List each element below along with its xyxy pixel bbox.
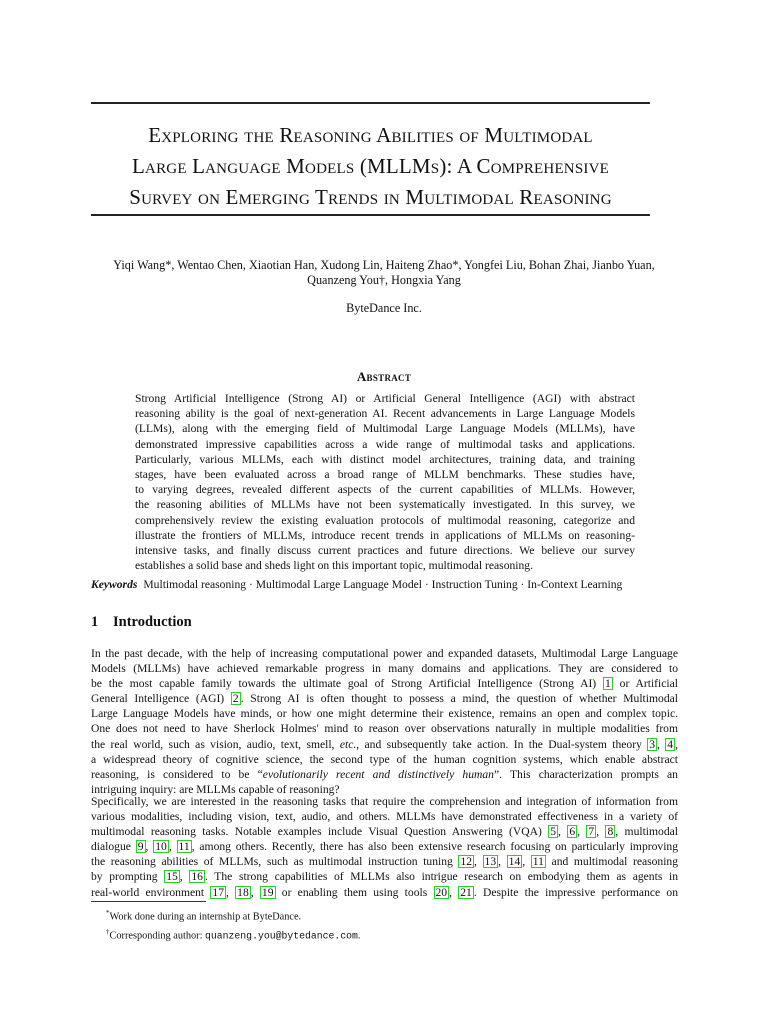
text-segment: ,	[675, 737, 678, 751]
footnote	[106, 906, 360, 925]
footnote-text: .	[357, 930, 361, 942]
text-line	[91, 767, 678, 782]
section-title: Introduction	[113, 614, 192, 630]
title-bottom-rule	[91, 214, 650, 216]
abstract-line: comprehensively review the existing evaluation protocols of multimodal reasoning, categorize and	[135, 513, 635, 527]
text-segment: General Intelligence (AGI)	[91, 692, 225, 706]
text-segment: real-world environment	[91, 885, 205, 899]
text-segment: by prompting	[91, 870, 158, 884]
text-line: the real world, such as vision, audio, text, smell, etc., and subsequently take action. In the Dual-system theory 3 , 4 ,	[91, 737, 678, 751]
text-segment: and multimodal reasoning	[551, 855, 679, 869]
citation-link[interactable]: 10	[155, 840, 167, 854]
abstract-line: demonstrated impressive capabilities across a wide range of multimodal tasks and applications.	[135, 437, 635, 451]
text-line	[91, 676, 678, 691]
abstract-line: to varying degrees, revealed different aspects of the current capabilities of MLLMs. However,	[135, 483, 635, 497]
text-segment: the real world, such as vision, audio, text, smell,	[91, 737, 335, 751]
abstract-line: illustrate the frontiers of MLLMs, introduce recent trends in applications of MLLMs on reasoning-	[135, 528, 635, 542]
citation-link[interactable]: 9	[137, 840, 144, 854]
citation-link[interactable]: 16	[191, 870, 203, 884]
abstract-line: (LLMs), along with the emerging field of Multimodal Large Language Models (MLLMs), have	[135, 422, 635, 436]
abstract-body	[135, 391, 635, 573]
citation-link[interactable]: 3	[649, 737, 656, 751]
italic-text: evolutionarily recent and distinctively human	[262, 767, 494, 781]
intro-paragraph-1	[91, 646, 678, 797]
text-line: dialogue 9 , 10 , 11 , among others. Recently, there has also been extensive research focusing on particularly improving	[91, 840, 679, 854]
abstract-heading: Abstract	[356, 369, 412, 384]
footnote-text: Work done during an internship at ByteDance.	[109, 911, 302, 923]
citation-link[interactable]: 12	[460, 855, 473, 869]
text-segment: multimodal reasoning tasks. Notable examples include Visual Question Answering (VQA)	[91, 825, 542, 839]
text-line: intriguing inquiry: are MLLMs capable of reasoning?	[91, 782, 340, 796]
text-segment: . Despite the impressive performance on	[473, 885, 679, 899]
title-top-rule	[91, 102, 650, 104]
text-segment: be the most capable family towards the ultimate goal of Strong Artificial Intelligence (Strong AI)	[91, 677, 597, 691]
author-list	[80, 258, 688, 288]
text-segment: . The strong capabilities of MLLMs also intrigue research on embodying them as agents in	[204, 870, 678, 884]
citation-link[interactable]: 19	[261, 885, 274, 899]
text-line: the reasoning abilities of MLLMs, such as multimodal instruction tuning 12 , 13 , 14 , 11 and multimodal reasoning	[91, 855, 679, 869]
citation-link[interactable]: 11	[532, 855, 544, 869]
abstract-line: stages, have been evaluated across a broad range of MLLM benchmarks. These studies have,	[135, 468, 635, 482]
title-line: Exploring the Reasoning Abilities of Multimodal	[148, 123, 593, 147]
citation-link[interactable]: 5	[550, 825, 557, 839]
paper-title	[80, 120, 661, 213]
keywords-line	[91, 578, 622, 591]
text-line: One does not need to have Sherlock Holmes' mind to reason over observations naturally in multiple modalities from	[91, 722, 678, 736]
text-line: various modalities, including vision, text, audio, and others. MLLMs have demonstrated effectiveness in a variety of	[91, 810, 678, 824]
footnotes	[106, 906, 360, 944]
citation-link[interactable]: 14	[508, 855, 521, 869]
abstract-line: the reasoning abilities of MLLMs have not been systematically investigated. In this survey, we	[135, 498, 635, 512]
footnote-rule	[91, 901, 206, 902]
text-segment: or enabling them using tools	[281, 885, 428, 899]
title-line: Large Language Models (MLLMs): A Comprehensive	[132, 154, 609, 178]
text-segment: ”. This characterization prompts an	[493, 767, 678, 781]
citation-link[interactable]: 6	[569, 825, 576, 839]
citation-link[interactable]: 8	[607, 825, 614, 839]
text-line: Specifically, we are interested in the reasoning tasks that require the comprehension and integration of information from	[91, 795, 678, 808]
italic-text: etc.	[339, 737, 357, 751]
author-line: Yiqi Wang*, Wentao Chen, Xiaotian Han, Xudong Lin, Haiteng Zhao*, Yongfei Liu, Bohan Zhai, Jianbo Yuan,	[113, 258, 655, 272]
citation-link[interactable]: 21	[460, 885, 472, 899]
text-segment: the reasoning abilities of MLLMs, such as multimodal instruction tuning	[91, 855, 453, 869]
text-line	[91, 691, 678, 706]
text-segment: , multimodal	[615, 825, 679, 839]
citation-link[interactable]: 7	[588, 825, 595, 839]
abstract-line: Strong Artificial Intelligence (Strong AI) or Artificial General Intelligence (AGI) with abstract	[135, 392, 635, 405]
abstract-line: intensive tasks, and finally discuss current practices and future directions. We believe our survey	[135, 544, 635, 558]
citation-link[interactable]: 18	[237, 885, 249, 899]
text-line: In the past decade, with the help of increasing computational power and expanded datasets, Multimodal Large Language	[91, 647, 678, 660]
text-segment: , among others. Recently, there has also been extensive research focusing on particularly improving	[191, 840, 679, 854]
citation-link[interactable]: 15	[166, 870, 178, 884]
citation-link[interactable]: 4	[667, 737, 674, 751]
section-heading	[91, 614, 192, 631]
affiliation: ByteDance Inc.	[346, 301, 422, 315]
citation-link[interactable]: 2	[232, 692, 239, 706]
citation-link[interactable]: 11	[178, 840, 190, 854]
footnote-mark: *	[106, 909, 110, 917]
abstract-line: establishes a solid base and sheds light on this important topic, multimodal reasoning.	[135, 559, 533, 573]
footnote	[106, 925, 360, 944]
text-line: Models (MLLMs) have achieved remarkable progress in many domains and applications. They are considered to	[91, 662, 678, 676]
citation-link[interactable]: 20	[435, 885, 448, 899]
footnote-text: Corresponding author:	[109, 930, 203, 942]
text-line: Large Language Models have minds, or how one might determine their existence, remains an open and complex topic.	[91, 707, 678, 721]
text-segment: reasoning, is considered to be “	[91, 767, 263, 781]
text-line: real-world environment 17 , 18 , 19 or enabling them using tools 20 , 21 . Despite the impressive performance on	[91, 885, 679, 899]
keywords-label: Keywords	[91, 578, 138, 591]
email-link[interactable]: quanzeng.you@bytedance.com	[205, 930, 358, 942]
keywords-list: Multimodal reasoning · Multimodal Large Language Model · Instruction Tuning · In-Context Learning	[143, 578, 623, 591]
text-segment: dialogue	[91, 840, 131, 854]
text-line: a widespread theory of cognitive science, the second type of the human cognition systems, which enable abstract	[91, 752, 678, 766]
text-line: multimodal reasoning tasks. Notable examples include Visual Question Answering (VQA) 5 , 6 , 7 , 8 , multimodal	[91, 825, 679, 839]
abstract-line: reasoning ability is the goal of next-generation AI. Recent advancements in Large Language Models	[135, 407, 635, 421]
text-segment: or Artificial	[619, 677, 678, 691]
text-segment: , and subsequently take action. In the Dual-system theory	[356, 737, 642, 751]
abstract-line: Particularly, various MLLMs, each with distinct model architectures, training data, and training	[135, 452, 635, 466]
citation-link[interactable]: 17	[212, 885, 224, 899]
intro-paragraph-2	[91, 794, 678, 900]
author-line: Quanzeng You†, Hongxia Yang	[307, 273, 461, 287]
text-line: by prompting 15 , 16 . The strong capabilities of MLLMs also intrigue research on embodying them as agents in	[91, 870, 678, 884]
title-line: Survey on Emerging Trends in Multimodal Reasoning	[129, 185, 612, 209]
text-segment: . Strong AI is often thought to possess a mind, the question of whether Multimodal	[240, 692, 678, 706]
citation-link[interactable]: 13	[484, 855, 497, 869]
citation-link[interactable]: 1	[605, 677, 611, 691]
section-number: 1	[91, 614, 99, 630]
footnote-mark: †	[106, 928, 110, 937]
